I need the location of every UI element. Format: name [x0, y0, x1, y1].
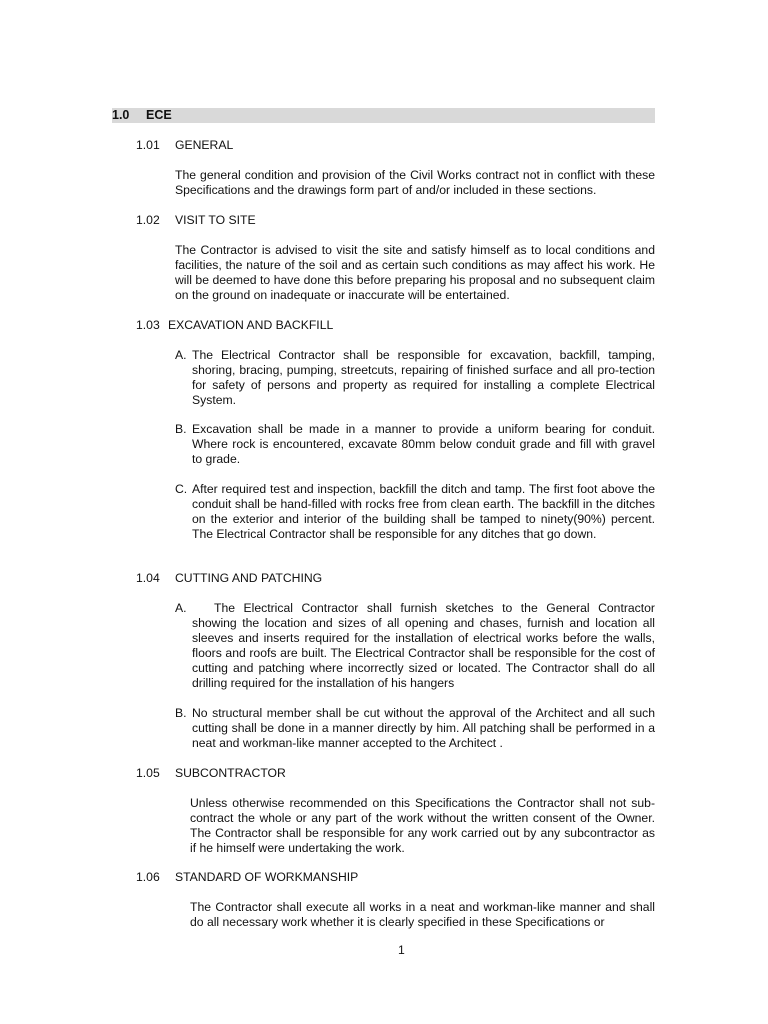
list-item-label: C.: [175, 482, 188, 496]
section-number: 1.06: [136, 870, 160, 884]
main-heading-number: 1.0: [112, 108, 130, 122]
list-item-text: The Electrical Contractor shall furnish sketches to the General Contractor showing the location and sizes of all opening and chases, furnish and location all sleeves and inserts required for the installation of electrical works before the walls, floors and roofs are built. The Electrical Contractor shall be responsible for the cost of cutting and patching where incorrectly sized or located. The Contractor shall do all drilling required for the installation of his hangers: [192, 601, 655, 690]
section-body-subcontractor: Unless otherwise recommended on this Specifications the Contractor shall not sub-contract the whole or any part of the work without the written consent of the Owner. The Contractor shall be responsible for any work carried out by any subcontractor as if he himself were undertaking the work.: [190, 796, 655, 855]
section-number: 1.03: [136, 318, 160, 332]
section-number: 1.01: [136, 138, 160, 152]
list-item-text: After required test and inspection, backfill the ditch and tamp. The first foot above the conduit shall be hand-filled with rocks free from clean earth. The backfill in the ditches on the exterior and interior of the building shall be tamped to ninety(90%) percent. The Electrical Contractor shall be responsible for any ditches that go down.: [192, 482, 655, 541]
section-body-workmanship: The Contractor shall execute all works in a neat and workman-like manner and shall do all necessary work whether it is clearly specified in these Specifications or: [190, 900, 655, 929]
section-number: 1.05: [136, 766, 160, 780]
section-body-general: The general condition and provision of the Civil Works contract not in conflict with these Specifications and the drawings form part of and/or included in these sections.: [175, 168, 655, 197]
main-heading: [112, 108, 655, 123]
list-item-excavation-c: [175, 482, 655, 542]
section-number: 1.02: [136, 213, 160, 227]
section-title: GENERAL: [175, 138, 234, 152]
section-body-visit: The Contractor is advised to visit the site and satisfy himself as to local conditions and facilities, the nature of the soil and as certain such conditions as may affect his work. He will be deemed to have done this before preparing his proposal and no subsequent claim on the ground on inadequate or inaccurate will be entertained.: [175, 243, 655, 302]
list-item-label: B.: [175, 422, 187, 436]
page-number: 1: [398, 943, 405, 957]
list-item-cutting-a: [175, 601, 655, 691]
main-heading-title: ECE: [146, 108, 172, 122]
list-item-excavation-b: [175, 422, 655, 467]
list-item-text: No structural member shall be cut without the approval of the Architect and all such cutting shall be done in a manner directly by him. All patching shall be performed in a neat and workman-like manner accepted to the Architect .: [192, 706, 655, 750]
section-title: VISIT TO SITE: [175, 213, 256, 227]
section-number: 1.04: [136, 571, 160, 585]
section-title: STANDARD OF WORKMANSHIP: [175, 870, 359, 884]
list-item-cutting-b: [175, 706, 655, 751]
section-title: EXCAVATION AND BACKFILL: [168, 318, 334, 332]
list-item-label: A.: [175, 348, 187, 362]
list-item-label: A.: [175, 601, 187, 615]
list-item-label: B.: [175, 706, 187, 720]
section-title: SUBCONTRACTOR: [175, 766, 286, 780]
list-item-text: The Electrical Contractor shall be responsible for excavation, backfill, tamping, shoring, bracing, pumping, streetcuts, repairing of finished surface and all pro-tection for safety of persons and property as required for installing a complete Electrical System.: [192, 348, 655, 407]
list-item-excavation-a: [175, 348, 655, 408]
list-item-text: Excavation shall be made in a manner to provide a uniform bearing for conduit. Where rock is encountered, excavate 80mm below conduit grade and fill with gravel to grade.: [192, 422, 655, 466]
section-title: CUTTING AND PATCHING: [175, 571, 323, 585]
